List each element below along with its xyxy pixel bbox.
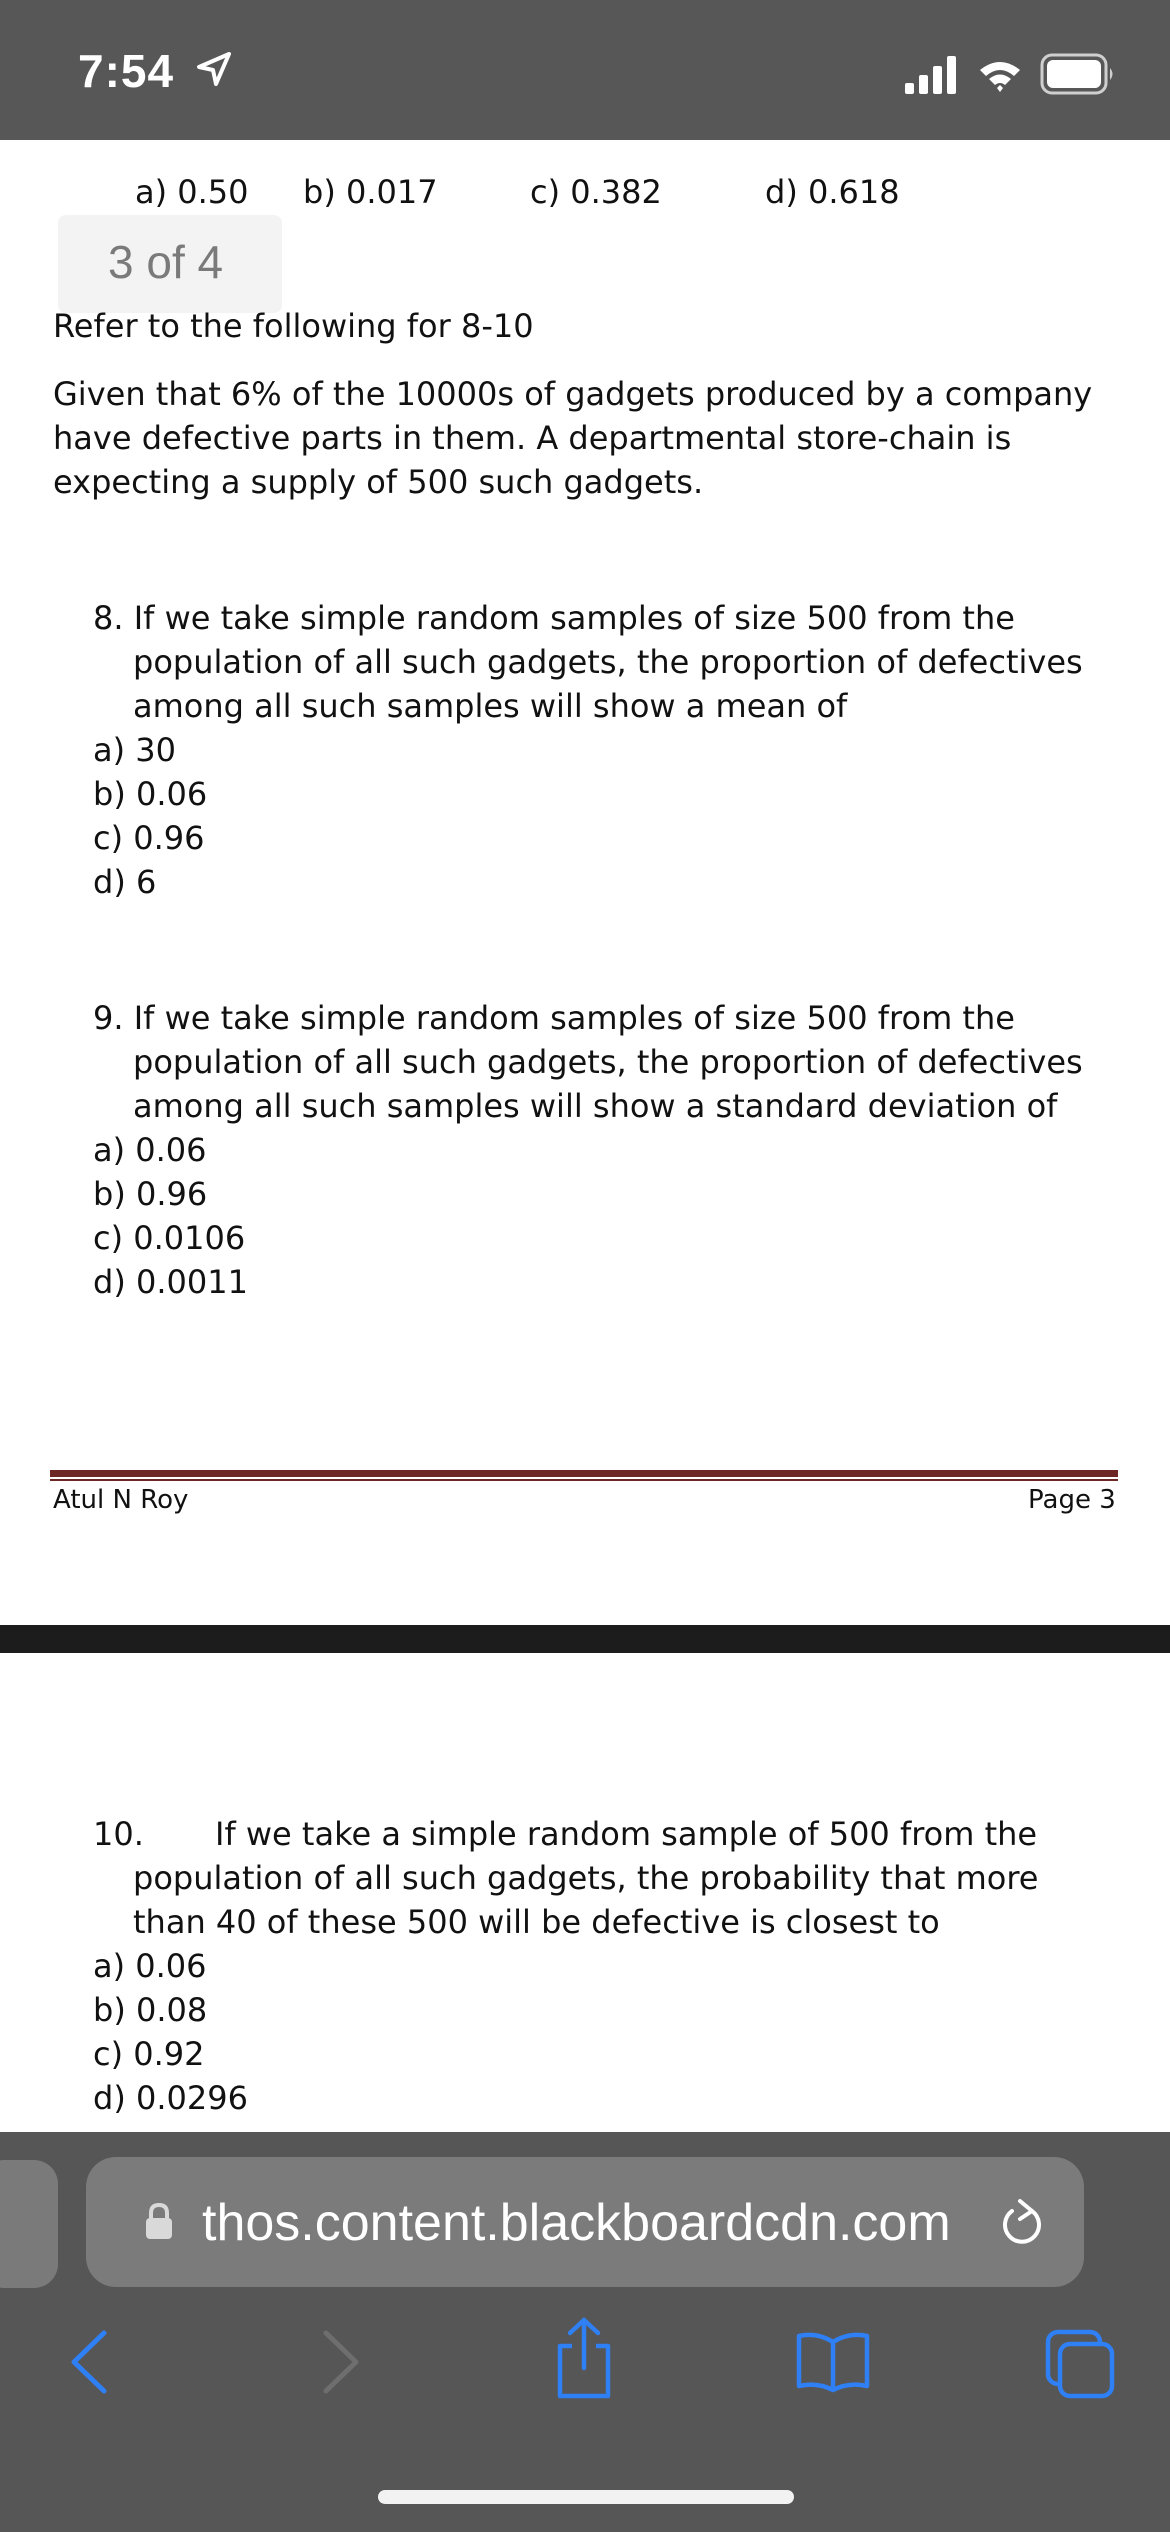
refer-text: Refer to the following for 8-10 [53, 307, 534, 345]
tabs-icon[interactable] [1044, 2328, 1116, 2400]
q9-option-d: d) 0.0011 [93, 1263, 248, 1301]
wifi-icon [978, 58, 1022, 94]
bookmarks-icon[interactable] [795, 2330, 871, 2394]
previous-tab-peek[interactable] [0, 2160, 58, 2288]
q8-line-2: population of all such gadgets, the proportion of defectives [133, 643, 1083, 681]
footer-rule-thin [50, 1479, 1118, 1481]
battery-icon [1040, 53, 1116, 95]
page-indicator [58, 215, 282, 313]
q10-line-1: If we take a simple random sample of 500 from the [215, 1815, 1038, 1853]
forward-icon[interactable] [320, 2327, 364, 2397]
page-indicator-text: 3 of 4 [108, 236, 224, 288]
q10-line-3: than 40 of these 500 will be defective is closest to [133, 1903, 940, 1941]
cellular-signal-icon [905, 55, 957, 95]
q8-option-d: d) 6 [93, 863, 157, 901]
prev-option-d: d) 0.618 [765, 173, 900, 211]
footer-rule [50, 1470, 1118, 1477]
url-text: thos.content.blackboardcdn.com [202, 2194, 951, 2252]
q10-option-c: c) 0.92 [93, 2035, 205, 2073]
q10-number: 10. [93, 1815, 144, 1853]
intro-line-2: have defective parts in them. A departmental store-chain is [53, 419, 1012, 457]
time-text: 7:54 [78, 45, 175, 97]
q9-option-a: a) 0.06 [93, 1131, 207, 1169]
q10-line-2: population of all such gadgets, the probability that more [133, 1859, 1039, 1897]
q10-option-a: a) 0.06 [93, 1947, 207, 1985]
footer-author: Atul N Roy [53, 1485, 189, 1515]
lock-icon [144, 2201, 174, 2241]
prev-option-c: c) 0.382 [530, 173, 662, 211]
home-indicator[interactable] [378, 2490, 794, 2504]
q9-line-3: among all such samples will show a standard deviation of [133, 1087, 1058, 1125]
location-arrow-icon [194, 49, 234, 89]
intro-line-1: Given that 6% of the 10000s of gadgets produced by a company [53, 375, 1093, 413]
prev-option-a: a) 0.50 [135, 173, 249, 211]
q8-option-b: b) 0.06 [93, 775, 208, 813]
q10-option-d: d) 0.0296 [93, 2079, 248, 2117]
browser-toolbar [0, 2132, 1170, 2532]
q8-option-c: c) 0.96 [93, 819, 205, 857]
share-icon[interactable] [552, 2316, 616, 2400]
q8-option-a: a) 30 [93, 731, 176, 769]
back-icon[interactable] [66, 2327, 110, 2397]
footer-page-number: Page 3 [1028, 1485, 1116, 1515]
q9-option-b: b) 0.96 [93, 1175, 208, 1213]
address-bar[interactable] [86, 2157, 1084, 2287]
q9-option-c: c) 0.0106 [93, 1219, 246, 1257]
status-bar [0, 0, 1170, 140]
q8-line-3: among all such samples will show a mean of [133, 687, 848, 725]
q9-line-2: population of all such gadgets, the proportion of defectives [133, 1043, 1083, 1081]
q8-line-1: 8. If we take simple random samples of size 500 from the [93, 599, 1015, 637]
pdf-document-view[interactable] [0, 140, 1170, 2135]
page-divider [0, 1625, 1170, 1653]
status-time [78, 44, 228, 98]
q10-option-b: b) 0.08 [93, 1991, 208, 2029]
reload-icon[interactable] [998, 2197, 1046, 2249]
prev-option-b: b) 0.017 [303, 173, 438, 211]
intro-line-3: expecting a supply of 500 such gadgets. [53, 463, 704, 501]
q9-line-1: 9. If we take simple random samples of size 500 from the [93, 999, 1015, 1037]
